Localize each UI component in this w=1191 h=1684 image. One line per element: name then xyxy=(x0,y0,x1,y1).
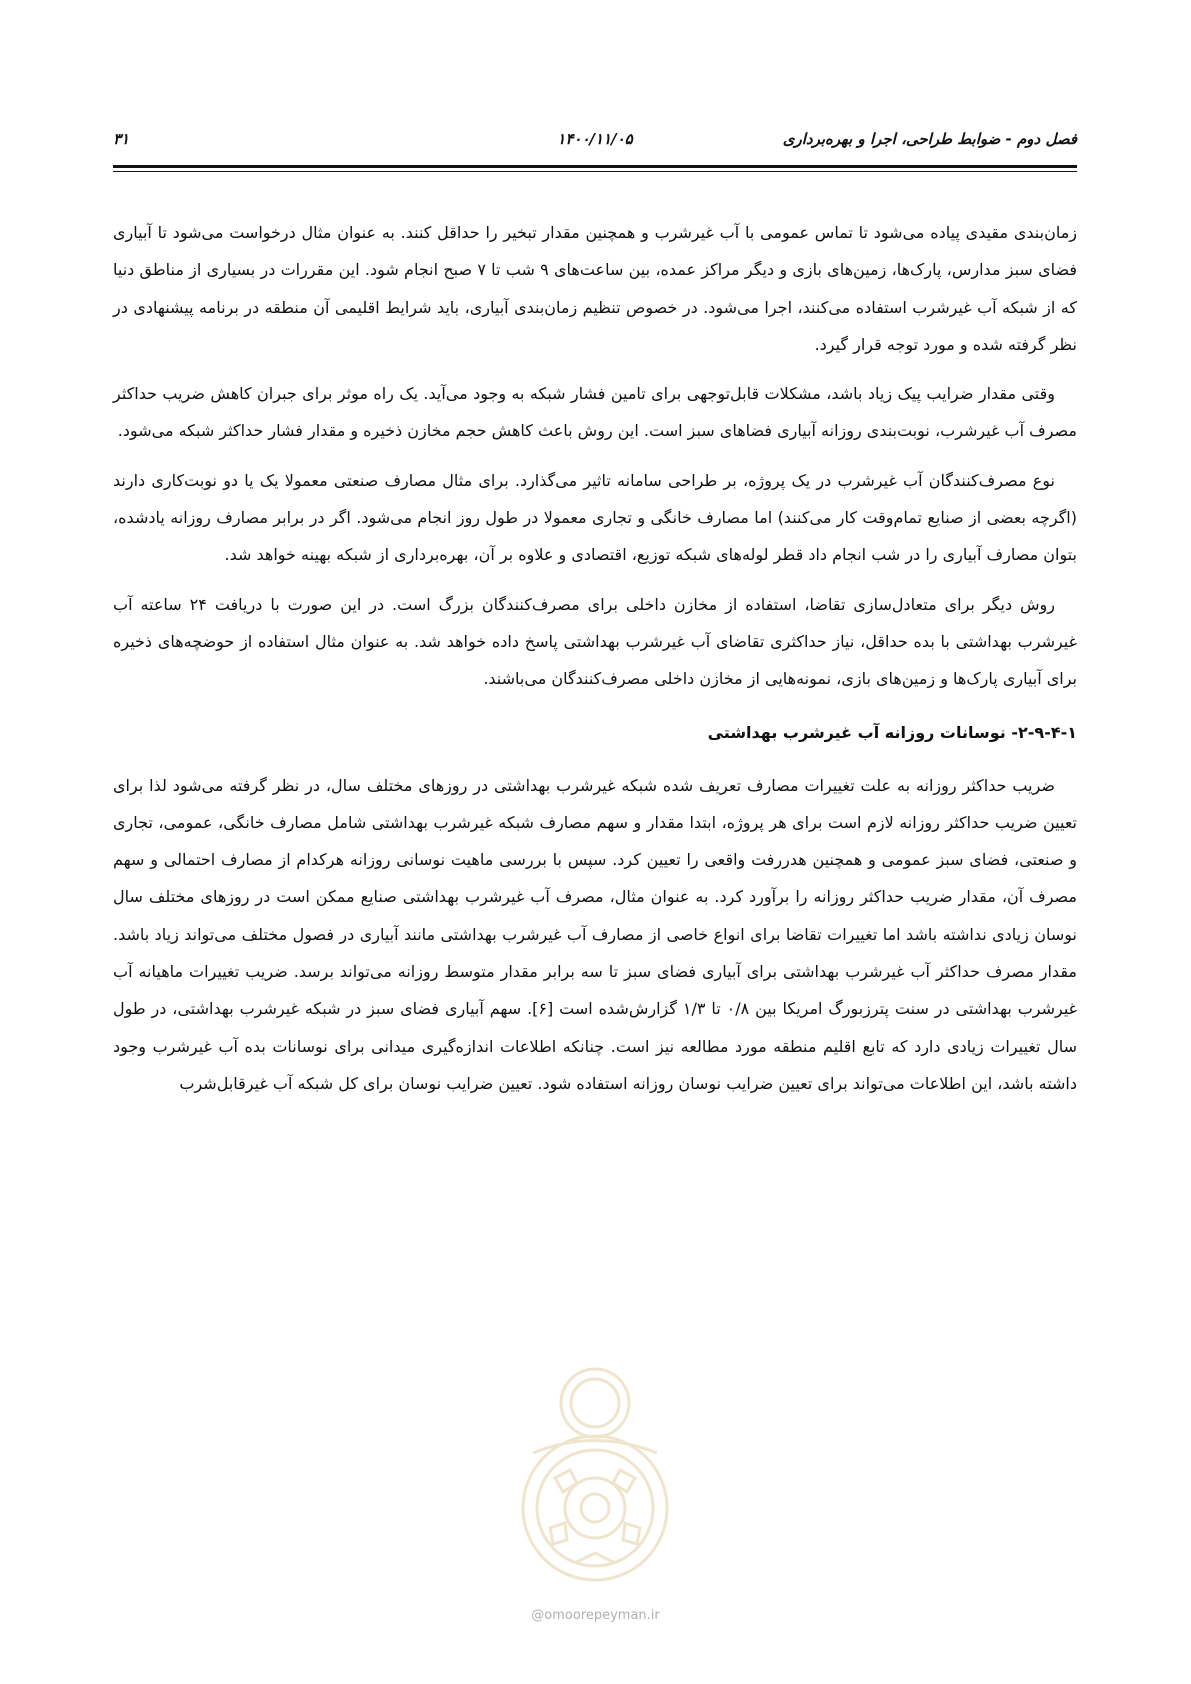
paragraph: نوع مصرف‌کنندگان آب غیرشرب در یک پروژه، بر طراحی سامانه تاثیر می‌گذارد. برای مثال مصارف صنعتی معمولا یک یا دو نوبت‌کاری دارند (اگرچه بعضی از صنایع تمام‌وقت کار می‌کنند) اما مصارف خانگی و تجاری معمولا در طول روز انجام می‌شود. اگر در برابر مصارف روزانه یادشده، بتوان مصارف آبیاری را در شب انجام داد قطر لوله‌های شبکه توزیع، اقتصادی و علاوه بر آن، بهره‌برداری از شبکه بهینه خواهد شد. xyxy=(113,470,1077,565)
paragraph: ضریب حداکثر روزانه به علت تغییرات مصارف تعریف شده شبکه غیرشرب بهداشتی در روزهای مختلف سال، در نظر گرفته می‌شود لذا برای تعیین ضریب حداکثر روزانه لازم است برای هر پروژه، ابتدا مقدار و سهم مصارف شبکه غیرشرب بهداشتی شامل مصارف خانگی، عمومی، تجاری و صنعتی، فضای سبز عمومی و همچنین هدررفت واقعی را تعیین کرد. سپس با بررسی ماهیت نوسانی روزانه هرکدام از مصارف احتمالی و سهم مصرف آن، مقدار ضریب حداکثر روزانه را برآورد کرد. به عنوان مثال، مصرف آب غیرشرب بهداشتی صنایع ممکن است در روزهای مختلف سال نوسان زیادی نداشته باشد اما تغییرات تقاضا برای انواع خاصی از مصارف آب غیرشرب بهداشتی مانند آبیاری در فصول مختلف می‌تواند زیاد باشد. مقدار مصرف حداکثر آب غیرشرب بهداشتی برای آبیاری فضای سبز تا سه برابر مقدار متوسط روزانه می‌تواند برسد. ضریب تغییرات ماهیانه آب غیرشرب بهداشتی در سنت پترزبورگ امریکا بین ۰/۸ تا ۱/۳ گزارش‌شده است [۶]. سهم آبیاری فضای سبز در شبکه غیرشرب بهداشتی، در طول سال تغییرات زیادی دارد که تابع اقلیم منطقه مورد مطالعه نیز است. چنانکه اطلاعات اندازه‌گیری میدانی برای نوسانات بده آب غیرشرب وجود داشته باشد، این اطلاعات می‌تواند برای تعیین ضرایب نوسان روزانه استفاده شود. تعیین ضرایب نوسان برای کل شبکه آب غیرقابل‌شرب xyxy=(113,775,1078,1093)
page-number: ۳۱ xyxy=(113,130,130,148)
header-rule-thin xyxy=(113,171,1077,172)
section-heading: ۲-۹-۴-۱- نوسانات روزانه آب غیرشرب بهداشتی xyxy=(707,722,1077,742)
paragraph: زمان‌بندی مقیدی پیاده می‌شود تا تماس عمومی با آب غیرشرب و همچنین مقدار تبخیر را حداقل کنند. به عنوان مثال درخواست می‌شود تا آبیاری فضای سبز مدارس، پارک‌ها، زمین‌های بازی و دیگر مراکز عمده، بین ساعت‌های ۹ شب تا ۷ صبح انجام شود. این مقررات در بسیاری از مناطق دنیا که از شبکه آب غیرشرب استفاده می‌کنند، اجرا می‌شود. در خصوص تنظیم زمان‌بندی آبیاری، باید شرایط اقلیمی آن منطقه در برنامه پیشنهادی در نظر گرفته شده و مورد توجه قرار گیرد. xyxy=(113,223,1078,354)
page-header xyxy=(113,130,1077,164)
paragraph: روش دیگر برای متعادل‌سازی تقاضا، استفاده از مخازن داخلی برای مصرف‌کنندگان بزرگ است. در این صورت با دریافت ۲۴ ساعته آب غیرشرب بهداشتی با بده حداقل، نیاز حداکثری تقاضای آب غیرشرب بهداشتی پاسخ داده خواهد شد. به عنوان مثال استفاده از حوضچه‌های ذخیره برای آبیاری پارک‌ها و زمین‌های بازی، نمونه‌هایی از مخازن داخلی مصرف‌کنندگان می‌باشند. xyxy=(113,594,1077,689)
header-date: ۱۴۰۰/۱۱/۰۵ xyxy=(557,130,633,148)
seal-watermark-icon xyxy=(505,1358,685,1593)
chapter-title: فصل دوم - ضوابط طراحی، اجرا و بهره‌برداری xyxy=(782,130,1077,148)
watermark-url: @omoorepeyman.ir xyxy=(531,1608,660,1623)
header-rule-thick xyxy=(113,165,1077,168)
body-text xyxy=(113,214,1077,1114)
paragraph: وقتی مقدار ضرایب پیک زیاد باشد، مشکلات قابل‌توجهی برای تامین فشار شبکه به وجود می‌آید. یک راه موثر برای جبران کاهش ضریب حداکثر مصرف آب غیرشرب، نوبت‌بندی روزانه آبیاری فضاهای سبز است. این روش باعث کاهش حجم مخازن ذخیره و مقدار فشار حداکثر شبکه می‌شود. xyxy=(113,384,1077,441)
